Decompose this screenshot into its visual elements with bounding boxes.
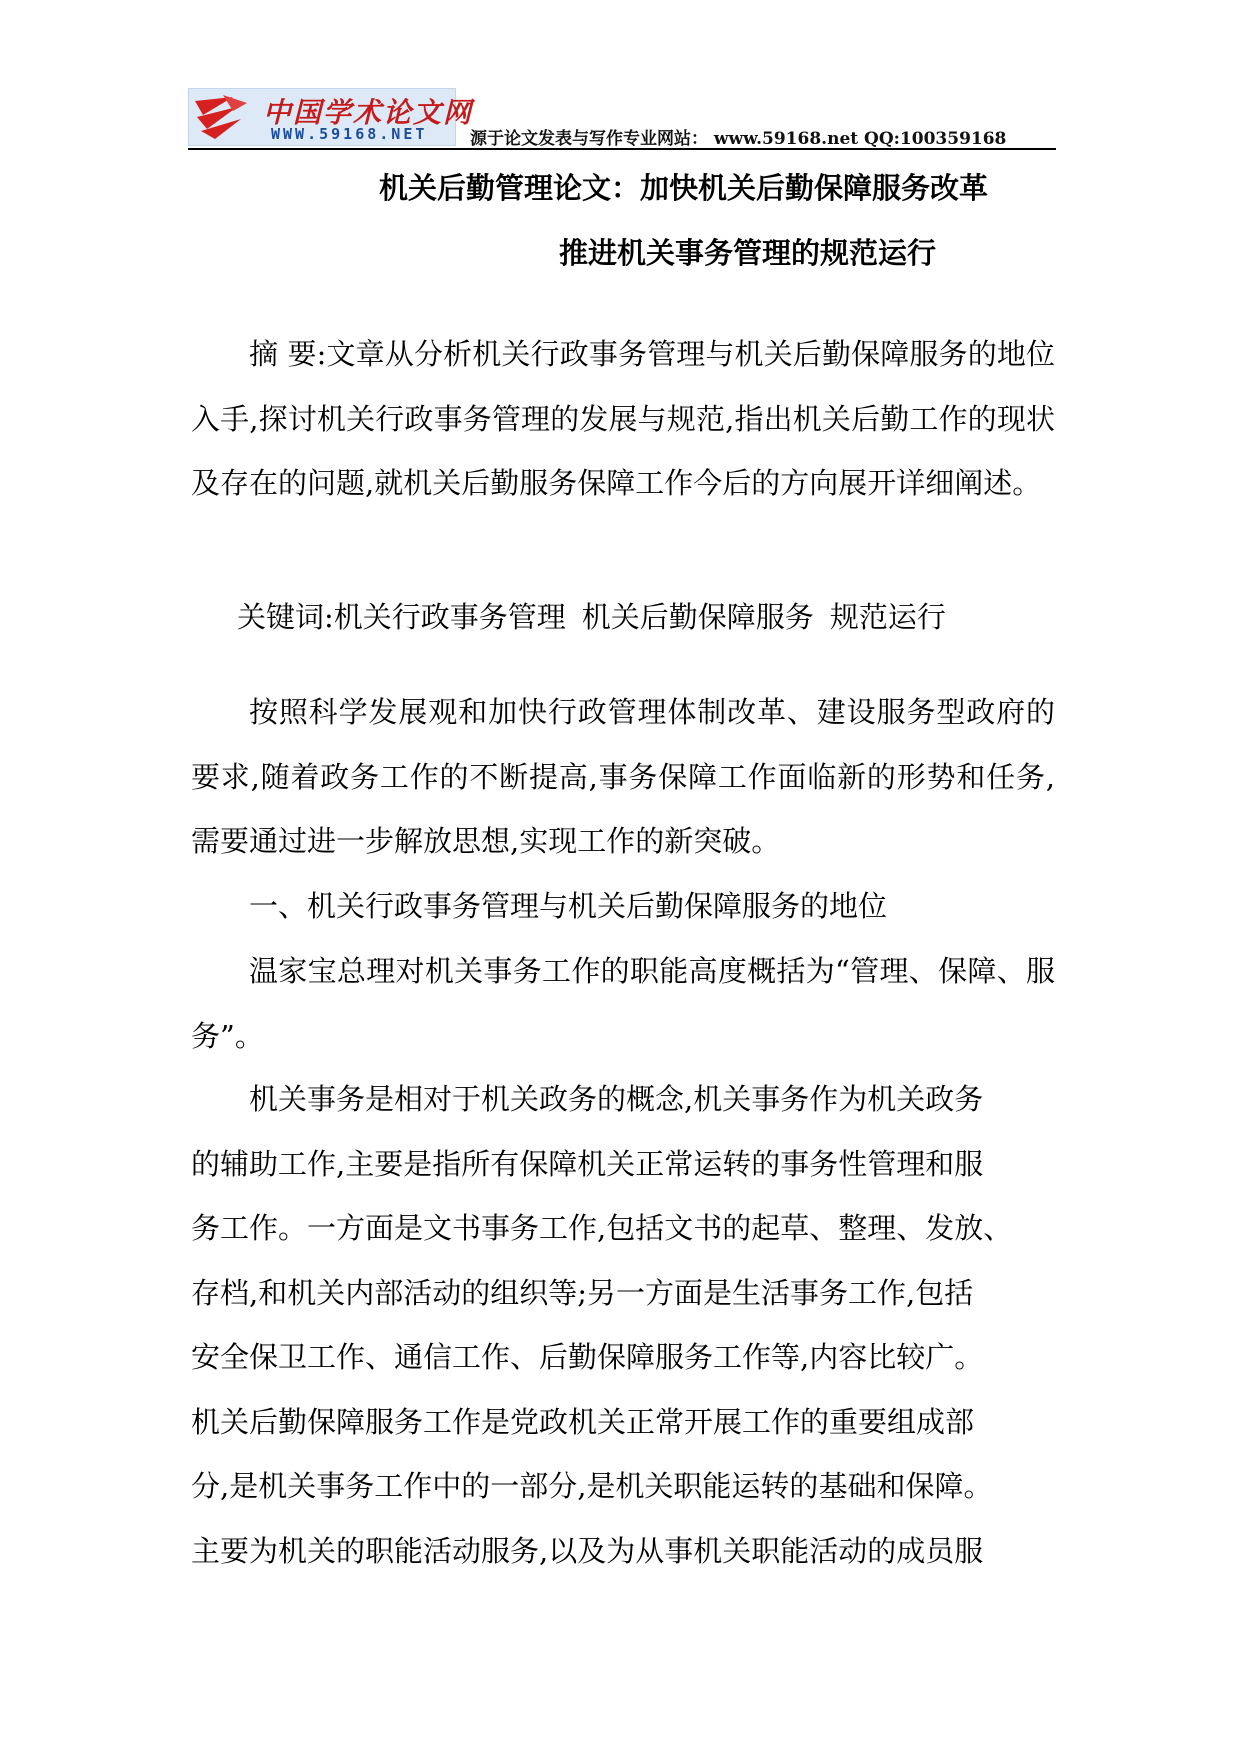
main-paragraph-line: 分,是机关事务工作中的一部分,是机关职能运转的基础和保障。 (191, 1469, 993, 1503)
logo-chinese-text: 中国学术论文网 (263, 96, 474, 129)
main-paragraph-line: 机关事务是相对于机关政务的概念,机关事务作为机关政务 (249, 1082, 984, 1116)
main-paragraph-line: 主要为机关的职能活动服务,以及为从事机关职能活动的成员服 (191, 1533, 984, 1568)
site-logo (188, 88, 474, 146)
keywords-line (237, 585, 1057, 650)
page-header (188, 88, 1056, 150)
main-paragraph (191, 1067, 1055, 1583)
logo-emblem-icon (193, 93, 249, 141)
intro-paragraph: 按照科学发展观和加快行政管理体制改革、建设服务型政府的要求,随着政务工作的不断提高,事务保障工作面临新的形势和任务,需要通过进一步解放思想,实现工作的新突破。 (191, 695, 1055, 858)
keywords-label: 关键词: (237, 600, 334, 634)
quote-paragraph: 温家宝总理对机关事务工作的职能高度概括为“管理、保障、服务”。 (191, 954, 1055, 1053)
main-paragraph-line: 存档,和机关内部活动的组织等;另一方面是生活事务工作,包括 (191, 1275, 974, 1310)
main-paragraph-line: 的辅助工作,主要是指所有保障机关正常运转的事务性管理和服 (191, 1146, 984, 1181)
keyword-item: 机关后勤保障服务 (581, 600, 814, 634)
abstract-paragraph: 摘 要:文章从分析机关行政事务管理与机关后勤保障服务的地位入手,探讨机关行政事务管理的发展与规范,指出机关后勤工作的现状及存在的问题,就机关后勤服务保障工作今后的方向展开详细阐述。 (191, 337, 1055, 500)
main-paragraph-line: 务工作。一方面是文书事务工作,包括文书的起草、整理、发放、 (191, 1211, 1013, 1245)
main-paragraph-line: 安全保卫工作、通信工作、后勤保障服务工作等,内容比较广。 (191, 1340, 984, 1374)
keyword-item: 规范运行 (829, 600, 946, 634)
header-divider (188, 148, 1056, 150)
title-line-2: 推进机关事务管理的规范运行 (559, 236, 937, 270)
main-paragraph-line: 机关后勤保障服务工作是党政机关正常开展工作的重要组成部 (191, 1404, 975, 1439)
title-line-1: 机关后勤管理论文：加快机关后勤保障服务改革 (379, 171, 989, 205)
header-tagline: 源于论文发表与写作专业网站： www.59168.net QQ:100359168 (470, 129, 1007, 149)
logo-url-text: WWW.59168.NET (271, 125, 428, 143)
section-heading-1: 一、机关行政事务管理与机关后勤保障服务的地位 (249, 889, 888, 923)
keyword-item: 机关行政事务管理 (333, 600, 566, 634)
